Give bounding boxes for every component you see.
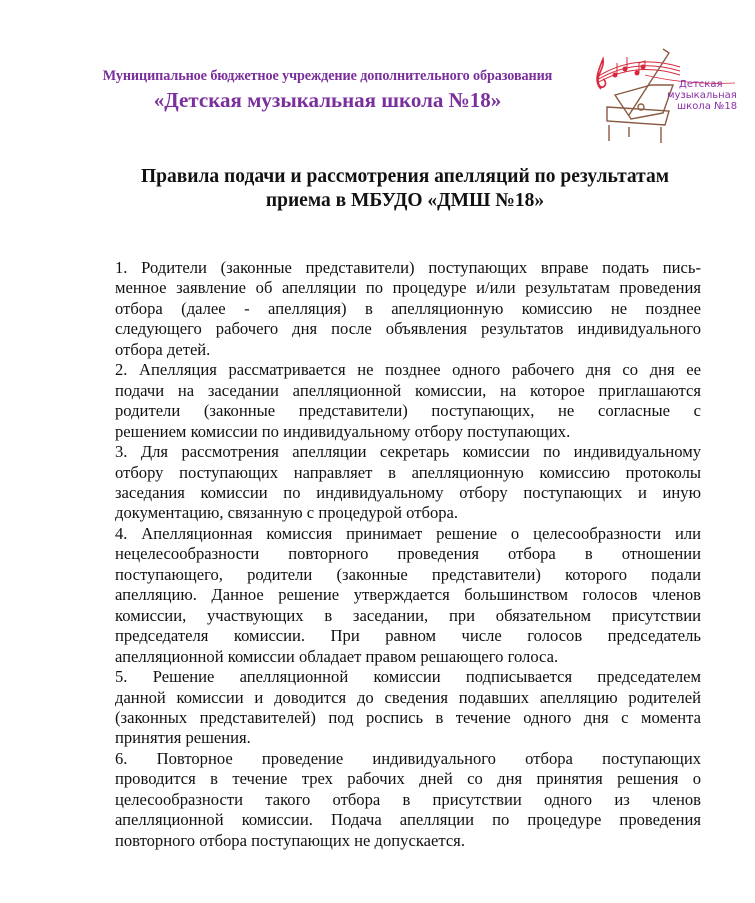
organization-name: Муниципальное бюджетное учреждение дополнительного образования [102,68,553,84]
text-line: 3. Для рассмотрения апелляции секретарь комиссии по индивидуальному [115,442,701,462]
logo-text-line: музыкальная [667,90,737,101]
text-line: решением комиссии по индивидуальному отбору поступающих. [115,421,571,441]
paragraph-5 [115,667,701,749]
text-line: комиссии, участвующих в заседании, при обязательном присутствии [115,605,701,625]
paragraph-4 [115,524,701,667]
document-title [60,165,750,213]
paragraph-3 [115,442,701,524]
text-line: менное заявление об апелляции по процедуре и/или результатам проведения [115,278,701,298]
text-line: принятия решения. [115,728,251,748]
logo-text-line: школа №18 [677,101,738,112]
text-line: данной комиссии и доводится до сведения подавших апелляцию родителей [115,687,701,707]
text-line: (законных представителей) под роспись в течение одного дня с момента [115,707,701,727]
text-line: апелляционной комиссии. Подача апелляции по процедуре проведения [115,810,701,830]
paragraph-6 [115,749,701,851]
text-line: родители (законные представители) поступающих, не согласные с [115,401,701,421]
text-line: отбора (далее - апелляция) в апелляционную комиссию не позднее [115,298,701,318]
school-name: «Детская музыкальная школа №18» [153,88,502,112]
text-line: 2. Апелляция рассматривается не позднее одного рабочего дня со дня ее [115,360,701,380]
text-line: поступающего, родители (законные представители) которого подали [115,564,701,584]
document-body [115,258,701,851]
text-line: апелляцию. Данное решение утверждается большинством голосов членов [115,585,701,605]
paragraph-1 [115,258,701,360]
text-line: 5. Решение апелляционной комиссии подписывается председателем [115,667,701,687]
text-line: апелляционной комиссии обладает правом решающего голоса. [115,646,559,666]
text-line: документацию, связанную с процедурой отбора. [115,503,459,523]
text-line: 1. Родители (законные представители) поступающих вправе подать пись- [115,258,701,277]
text-line: 4. Апелляционная комиссия принимает решение о целесообразности или [115,523,701,543]
title-line: Правила подачи и рассмотрения апелляций по результатам [140,166,670,187]
text-line: председателя комиссии. При равном числе голосов председатель [115,626,701,646]
text-line: целесообразности такого отбора в присутствии одного из членов [115,789,701,809]
text-line: повторного отбора поступающих не допускается. [115,830,465,850]
text-line: отбору поступающих направляет в апелляционную комиссию протоколы [115,462,701,482]
piano-icon [607,107,669,143]
logo-text-line: Детская [679,79,723,90]
paragraph-2 [115,360,701,442]
school-logo [585,45,745,145]
text-line: отбора детей. [115,339,211,359]
text-line: нецелесообразности повторного проведения отбора в отношении [115,544,701,564]
title-line: приема в МБУДО «ДМШ №18» [265,190,545,211]
text-line: следующего рабочего дня после объявления результатов индивидуального [115,319,701,339]
text-line: заседания комиссии по индивидуальному отбору поступающих и иную [115,482,701,502]
text-line: подачи на заседании апелляционной комиссии, на которое приглашаются [115,380,701,400]
text-line: проводится в течение трех рабочих дней со дня принятия решения о [115,769,701,789]
text-line: 6. Повторное проведение индивидуального отбора поступающих [115,748,701,768]
